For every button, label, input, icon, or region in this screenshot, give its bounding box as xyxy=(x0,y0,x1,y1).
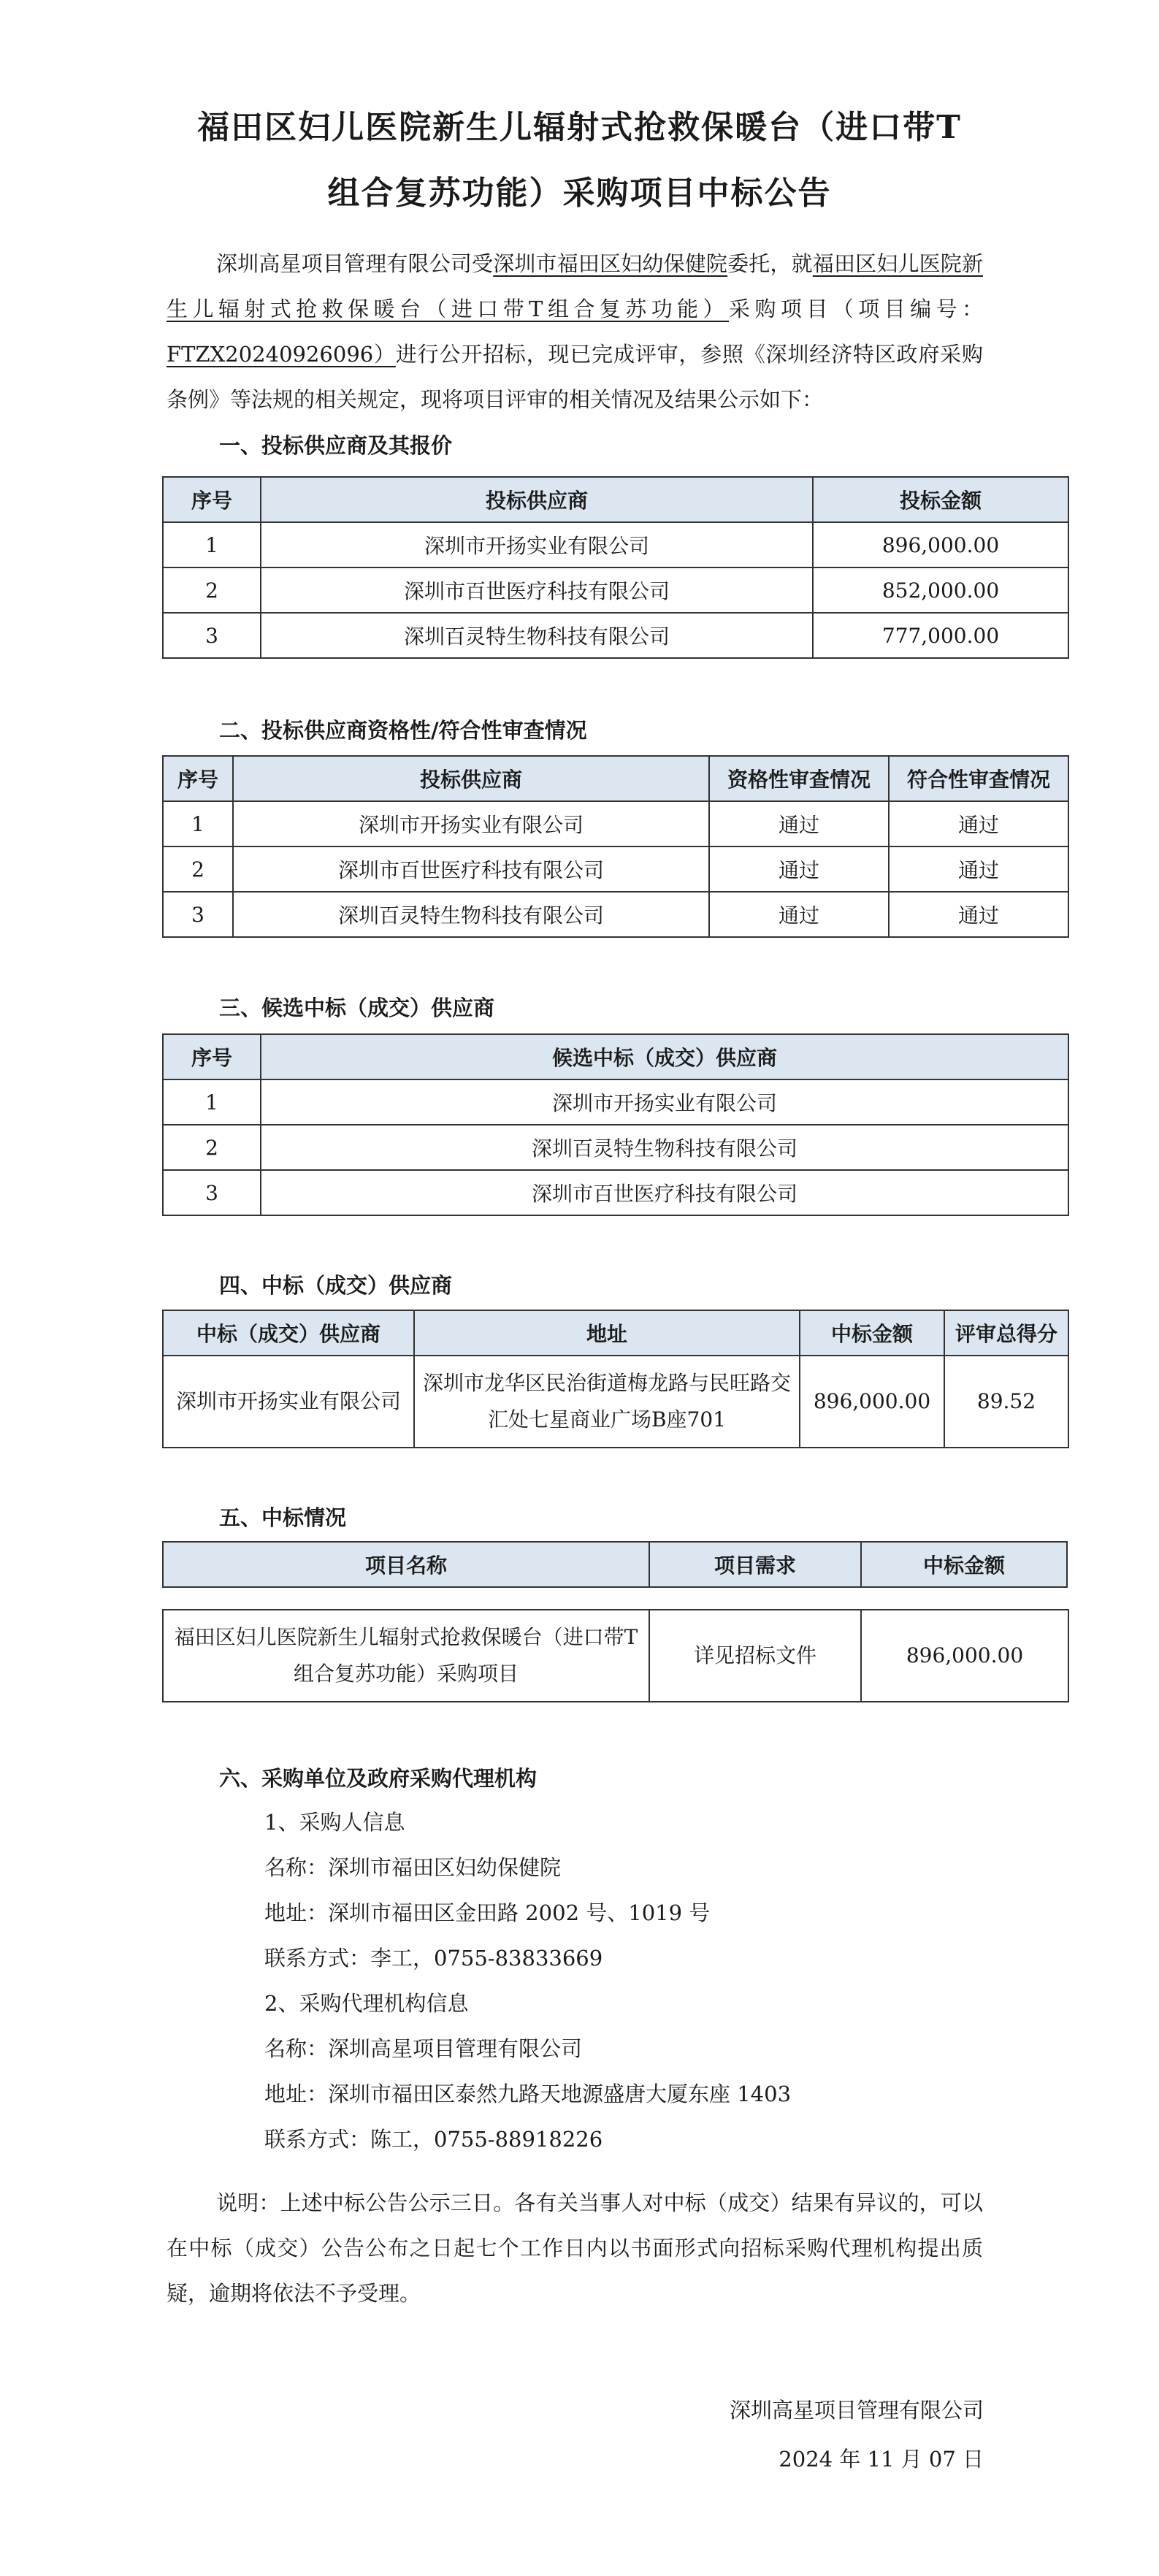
cell-qualification: 通过 xyxy=(709,801,889,846)
section-3-heading: 三、候选中标（成交）供应商 xyxy=(219,995,495,1020)
cell-no: 3 xyxy=(163,892,233,937)
table-row xyxy=(163,846,1068,892)
agent-name: 名称：深圳高星项目管理有限公司 xyxy=(264,2036,583,2061)
note-paragraph: 说明：上述中标公告公示三日。各有关当事人对中标（成交）结果有异议的，可以在中标（成交）公告公布之日起七个工作日内以书面形式向招标采购代理机构提出质疑，逾期将依法不予受理。 xyxy=(167,2190,983,2306)
cell-no: 1 xyxy=(163,1079,261,1125)
candidate-supplier-table xyxy=(162,1033,1069,1216)
cell-no: 3 xyxy=(163,1170,261,1215)
col-header-project: 项目名称 xyxy=(162,1541,649,1588)
col-header-amount: 中标金额 xyxy=(860,1541,1068,1588)
table-row xyxy=(163,1356,1068,1448)
purchaser-name: 名称：深圳市福田区妇幼保健院 xyxy=(264,1855,562,1880)
col-header-supplier: 投标供应商 xyxy=(233,756,709,801)
table-header-row xyxy=(162,1541,1068,1588)
agent-address: 地址：深圳市福田区泰然九路天地源盛唐大厦东座 1403 xyxy=(264,2082,792,2106)
col-header-qualification: 资格性审查情况 xyxy=(709,756,889,801)
intro-project-code: FTZX20240926096） xyxy=(167,342,396,367)
cell-no: 1 xyxy=(163,801,233,846)
cell-no: 3 xyxy=(163,613,261,658)
col-header-winner: 中标（成交）供应商 xyxy=(163,1310,414,1356)
signature-date: 2024 年 11 月 07 日 xyxy=(779,2447,984,2472)
cell-supplier: 深圳百灵特生物科技有限公司 xyxy=(233,892,709,937)
col-header-no: 序号 xyxy=(163,756,233,801)
intro-text-4: 进行公开招标，现已完成评审，参照《深圳经济特区政府采购条例》等法规的相关规定，现将项目评审的相关情况及结果公示如下： xyxy=(167,342,983,412)
cell-winner: 深圳市开扬实业有限公司 xyxy=(163,1356,414,1448)
table-row xyxy=(163,522,1068,567)
cell-qualification: 通过 xyxy=(709,892,889,937)
cell-supplier: 深圳市百世医疗科技有限公司 xyxy=(233,846,709,892)
col-header-requirement: 项目需求 xyxy=(649,1541,860,1588)
cell-amount: 896,000.00 xyxy=(861,1610,1068,1702)
cell-amount: 896,000.00 xyxy=(800,1356,944,1448)
section-5-heading: 五、中标情况 xyxy=(219,1505,347,1530)
cell-supplier: 深圳市开扬实业有限公司 xyxy=(233,801,709,846)
qualification-review-table xyxy=(162,755,1069,938)
col-header-no: 序号 xyxy=(163,477,261,522)
cell-no: 2 xyxy=(163,567,261,613)
cell-qualification: 通过 xyxy=(709,846,889,892)
page-title xyxy=(146,95,1013,226)
intro-text-2: 委托，就 xyxy=(727,251,813,276)
section-4-heading: 四、中标（成交）供应商 xyxy=(219,1273,453,1298)
section-1-heading: 一、投标供应商及其报价 xyxy=(219,433,453,458)
table-row xyxy=(163,1610,1068,1702)
agent-info-title: 2、采购代理机构信息 xyxy=(264,1991,469,2016)
title-line-2: 组合复苏功能）采购项目中标公告 xyxy=(327,175,832,212)
col-header-amount: 中标金额 xyxy=(800,1310,944,1356)
agent-contact: 联系方式：陈工，0755-88918226 xyxy=(264,2127,603,2152)
intro-text-1: 深圳高星项目管理有限公司受 xyxy=(216,251,494,276)
cell-candidate: 深圳市百世医疗科技有限公司 xyxy=(261,1170,1068,1215)
col-header-score: 评审总得分 xyxy=(944,1310,1068,1356)
bid-result-header-table xyxy=(162,1541,1068,1588)
col-header-address: 地址 xyxy=(414,1310,800,1356)
winning-supplier-table xyxy=(162,1310,1069,1448)
purchaser-address: 地址：深圳市福田区金田路 2002 号、1019 号 xyxy=(264,1900,711,1925)
cell-compliance: 通过 xyxy=(889,846,1068,892)
col-header-no: 序号 xyxy=(163,1034,261,1079)
col-header-supplier: 投标供应商 xyxy=(261,477,813,522)
bid-result-table xyxy=(162,1609,1069,1702)
cell-candidate: 深圳市开扬实业有限公司 xyxy=(261,1079,1068,1125)
cell-supplier: 深圳百灵特生物科技有限公司 xyxy=(261,613,813,658)
intro-text-3: 采购项目（项目编号： xyxy=(729,297,983,321)
cell-no: 2 xyxy=(163,1125,261,1170)
table-header-row xyxy=(163,477,1068,522)
table-row xyxy=(163,892,1068,937)
col-header-amount: 投标金额 xyxy=(813,477,1068,522)
table-row xyxy=(163,613,1068,658)
cell-no: 2 xyxy=(163,846,233,892)
section-6-heading: 六、采购单位及政府采购代理机构 xyxy=(219,1766,538,1791)
section-2-heading: 二、投标供应商资格性/符合性审查情况 xyxy=(219,718,587,743)
table-header-row xyxy=(163,756,1068,801)
cell-score: 89.52 xyxy=(944,1356,1068,1448)
table-header-row xyxy=(163,1310,1068,1356)
table-row xyxy=(163,1125,1068,1170)
intro-project-name: 福田区妇儿医院新生儿辐射式抢救保暖台（进口带T组合复苏功能） xyxy=(167,251,983,321)
col-header-compliance: 符合性审查情况 xyxy=(889,756,1068,801)
cell-supplier: 深圳市开扬实业有限公司 xyxy=(261,522,813,567)
intro-purchaser: 深圳市福田区妇幼保健院 xyxy=(493,251,728,276)
cell-amount: 852,000.00 xyxy=(813,567,1068,613)
cell-supplier: 深圳市百世医疗科技有限公司 xyxy=(261,567,813,613)
cell-compliance: 通过 xyxy=(889,801,1068,846)
cell-project: 福田区妇儿医院新生儿辐射式抢救保暖台（进口带T组合复苏功能）采购项目 xyxy=(163,1610,649,1702)
cell-address: 深圳市龙华区民治街道梅龙路与民旺路交汇处七星商业广场B座701 xyxy=(414,1356,800,1448)
cell-candidate: 深圳百灵特生物科技有限公司 xyxy=(261,1125,1068,1170)
col-header-candidate: 候选中标（成交）供应商 xyxy=(261,1034,1068,1079)
cell-no: 1 xyxy=(163,522,261,567)
table-row xyxy=(163,1079,1068,1125)
table-header-row xyxy=(163,1034,1068,1079)
cell-amount: 777,000.00 xyxy=(813,613,1068,658)
bid-price-table xyxy=(162,476,1069,659)
purchaser-contact: 联系方式：李工，0755-83833669 xyxy=(264,1946,603,1971)
cell-amount: 896,000.00 xyxy=(813,522,1068,567)
cell-requirement: 详见招标文件 xyxy=(649,1610,861,1702)
table-row xyxy=(163,801,1068,846)
purchaser-info-title: 1、采购人信息 xyxy=(264,1810,405,1835)
signature-company: 深圳高星项目管理有限公司 xyxy=(729,2398,984,2423)
title-line-1: 福田区妇儿医院新生儿辐射式抢救保暖台（进口带T xyxy=(197,109,962,146)
cell-compliance: 通过 xyxy=(889,892,1068,937)
table-row xyxy=(163,567,1068,613)
table-row xyxy=(163,1170,1068,1215)
intro-paragraph xyxy=(167,241,983,422)
